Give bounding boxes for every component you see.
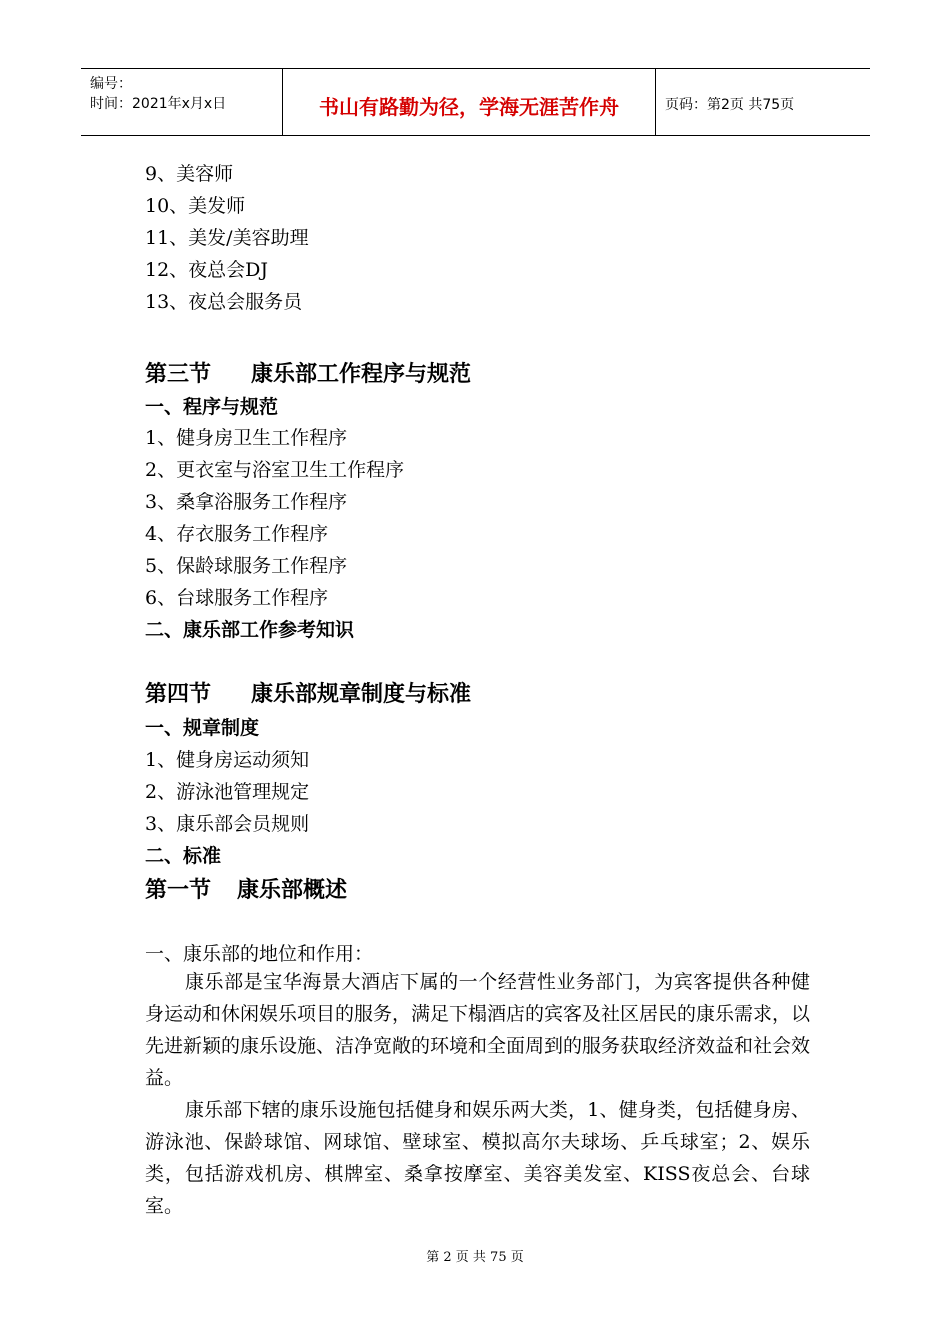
section-title: 康乐部工作程序与规范: [251, 362, 472, 387]
time-label: 时间：2021年x月x日: [90, 96, 227, 112]
list-item: 4、存衣服务工作程序: [145, 523, 329, 545]
page-header: [81, 68, 870, 136]
subheading: 二、标准: [145, 845, 222, 867]
body-text: [145, 966, 810, 1222]
subheading: 一、康乐部的地位和作用：: [145, 943, 374, 965]
list-item: 11、美发/美容助理: [145, 227, 309, 249]
header-motto-cell: [283, 69, 656, 135]
section-number: 第四节: [145, 682, 212, 707]
header-meta-cell: [81, 69, 283, 135]
number-label: 编号：: [90, 76, 132, 92]
list-item: 5、保龄球服务工作程序: [145, 555, 348, 577]
list-item: 2、游泳池管理规定: [145, 781, 310, 803]
section-heading: [145, 357, 471, 388]
section-heading: [145, 873, 347, 904]
section-heading: [145, 677, 471, 708]
section-number: 第一节: [145, 878, 212, 903]
section-title: 康乐部规章制度与标准: [251, 682, 472, 707]
section-title: 康乐部概述: [237, 878, 348, 903]
list-item: 9、美容师: [145, 163, 234, 185]
list-item: 1、健身房运动须知: [145, 749, 310, 771]
list-item: 10、美发师: [145, 195, 246, 217]
section-number: 第三节: [145, 362, 212, 387]
list-item: 3、桑拿浴服务工作程序: [145, 491, 348, 513]
list-item: 12、夜总会DJ: [145, 259, 269, 281]
paragraph: 康乐部是宝华海景大酒店下属的一个经营性业务部门，为宾客提供各种健身运动和休闲娱乐项目的服务，满足下榻酒店的宾客及社区居民的康乐需求，以先进新颖的康乐设施、洁净宽敞的环境和全面周到的服务获取经济效益和社会效益。: [145, 971, 811, 1089]
subheading: 一、规章制度: [145, 717, 260, 739]
list-item: 1、健身房卫生工作程序: [145, 427, 348, 449]
subheading: 一、程序与规范: [145, 396, 279, 418]
subheading: 二、康乐部工作参考知识: [145, 619, 355, 641]
motto-text: 书山有路勤为径，学海无涯苦作舟: [319, 95, 619, 119]
paragraph: 康乐部下辖的康乐设施包括健身和娱乐两大类，1、健身类，包括健身房、游泳池、保龄球馆、网球馆、壁球室、模拟高尔夫球场、乒乓球室；2、娱乐类，包括游戏机房、棋牌室、桑拿按摩室、美容美发室、KISS夜总会、台球室。: [145, 1099, 810, 1217]
page-info: 页码：第2页 共75页: [665, 97, 795, 113]
list-item: 6、台球服务工作程序: [145, 587, 329, 609]
list-item: 3、康乐部会员规则: [145, 813, 310, 835]
list-item: 2、更衣室与浴室卫生工作程序: [145, 459, 405, 481]
page-footer: 第 2 页 共 75 页: [426, 1250, 524, 1265]
list-item: 13、夜总会服务员: [145, 291, 303, 313]
